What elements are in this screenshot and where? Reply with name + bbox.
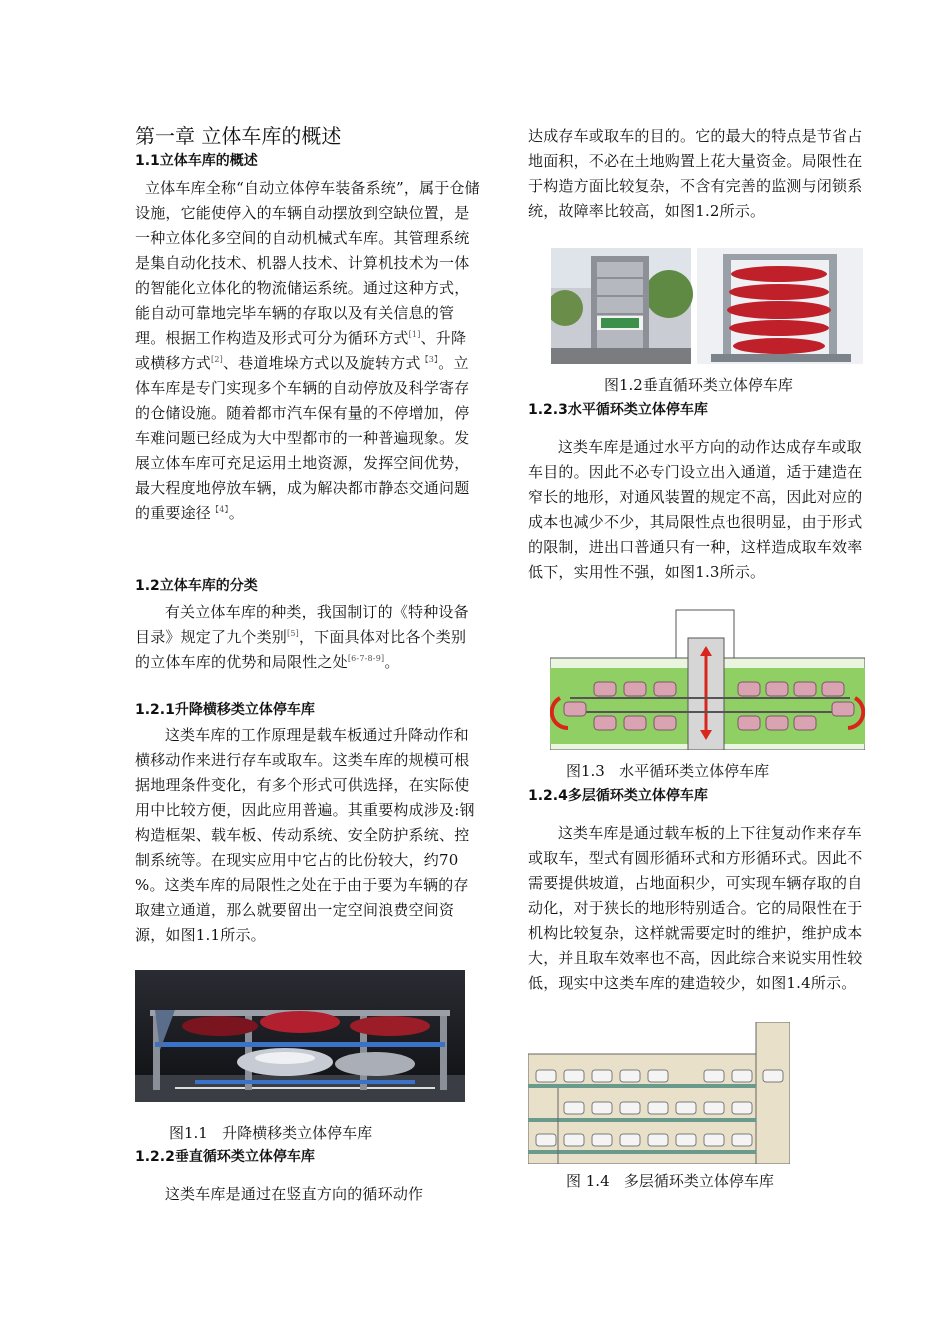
s2-text-c: 。 xyxy=(384,653,400,671)
s1-text-d: 。立体车库是专门实现多个车辆的自动停放及科学寄存的仓储设施。随着都市汽车保有量的不停增加，停车难问题已经成为大中型都市的一种普遍现象。发展立体车库可充足运用土地资源，发挥空间优势，最大程度地停放车辆，成为解决都市静态交通问题的重要途径 xyxy=(135,354,470,522)
figure-1-3-caption: 图1.3 水平循环类立体停车库 xyxy=(566,762,770,780)
section-1-2-paragraph xyxy=(135,600,480,675)
s1-text-a: 立体车库全称“自动立体停车装备系统”，属于仓储设施，它能使停入的车辆自动摆放到空缺位置，是一种立体化多空间的自动机械式车库。其管理系统是集自动化技术、机器人技术、计算机技术为一体的智能化立体化的物流储运系统。通过这种方式，能自动可靠地完毕车辆的存取以及有关信息的管理。根据工作构造及形式可分为循环方式 xyxy=(135,179,480,347)
section-1-2-4-paragraph: 这类车库是通过载车板的上下往复动作来存车或取车，型式有圆形循环式和方形循环式。因此不需要提供坡道，占地面积少，可实现车辆存取的自动化，对于狭长的地形特别适合。它的局限性在于机构比较复杂，这样就需要定时的维护，维护成本大，并且取车效率也不高，因此综合来说实用性较低，现实中这类车库的建造较少，如图1.4所示。 xyxy=(528,824,863,992)
s1-text-b: 、升降或横移方式 xyxy=(135,329,467,372)
figure-1-1-image xyxy=(135,970,465,1102)
s2-text-a: 有关立体车库的种类，我国制订的《特种设备目录》规定了九个类别 xyxy=(135,603,469,646)
figure-1-3-image xyxy=(550,608,865,750)
figure-1-1-caption: 图1.1 升降横移类立体停车库 xyxy=(169,1124,373,1142)
section-1-2-3-paragraph: 这类车库是通过水平方向的动作达成存车或取车目的。因此不必专门设立出入通道，适于建造在窄长的地形，对通风装置的规定不高，因此对应的成本也减少不少，其局限性点也很明显，由于形式的限制，进出口普通只有一种，这样造成取车效率低下，实用性不强，如图1.3所示。 xyxy=(528,438,863,581)
citation-4: 【4】 xyxy=(211,505,229,514)
citation-2: [2] xyxy=(211,355,223,364)
citation-3: 【3】 xyxy=(420,355,439,364)
section-1-2-2-continued: 达成存车或取车的目的。它的最大的特点是节省占地面积，不必在土地购置上花大量资金。局限性在于构造方面比较复杂，不含有完善的监测与闭锁系统，故障率比较高，如图1.2所示。 xyxy=(528,127,863,220)
section-1-2-2-paragraph: 这类车库是通过在竖直方向的循环动作 xyxy=(135,1185,424,1203)
s1-text-c: 、巷道堆垛方式以及旋转方式 xyxy=(222,354,421,372)
s1-text-e: 。 xyxy=(228,504,244,522)
figure-1-2-caption: 图1.2垂直循环类立体停车库 xyxy=(604,376,793,394)
chapter-title: 第一章 立体车库的概述 xyxy=(135,124,342,148)
section-heading-1-2: 1.2立体车库的分类 xyxy=(135,578,258,594)
section-heading-1-2-3: 1.2.3水平循环类立体停车库 xyxy=(528,402,708,418)
figure-1-4-caption: 图 1.4 多层循环类立体停车库 xyxy=(566,1172,774,1190)
section-heading-1-2-1: 1.2.1升降横移类立体停车库 xyxy=(135,702,315,718)
citation-5: [5] xyxy=(287,629,299,638)
figure-1-2-image xyxy=(551,248,863,364)
citation-6-9: [6-7-8-9] xyxy=(347,654,385,663)
section-1-1-paragraph xyxy=(135,176,480,526)
section-1-2-1-paragraph: 这类车库的工作原理是载车板通过升降动作和横移动作来进行存车或取车。这类车库的规模可根据地理条件变化，有多个形式可供选择，在实际使用中比较方便，因此应用普遍。其重要构成涉及:钢构造框架、载车板、传动系统、安全防护系统、控制系统等。在现实应用中它占的比份较大，约70 %。这类车库的局限性之处在于由于要为车辆的存取建立通道，那么就要留出一定空间浪费空间资源，如图1.1所示。 xyxy=(135,726,475,944)
section-heading-1-2-4: 1.2.4多层循环类立体停车库 xyxy=(528,788,708,804)
citation-1: [1] xyxy=(408,330,421,339)
section-heading-1-1: 1.1立体车库的概述 xyxy=(135,153,258,169)
section-heading-1-2-2: 1.2.2垂直循环类立体停车库 xyxy=(135,1149,315,1165)
s2-text-b: ，下面具体对比各个类别的立体车库的优势和局限性之处 xyxy=(135,628,467,671)
figure-1-4-image xyxy=(528,1022,790,1164)
